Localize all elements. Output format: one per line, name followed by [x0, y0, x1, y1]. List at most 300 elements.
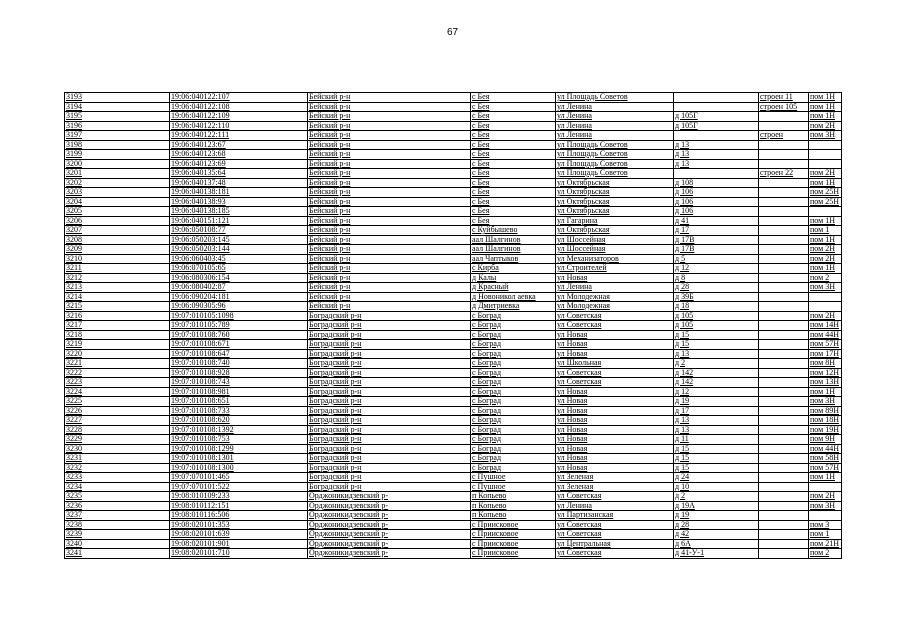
- table-row: [65, 311, 842, 321]
- street-cell: ул Ленина: [556, 121, 674, 131]
- district-cell: Боградский р-н: [308, 311, 471, 321]
- settlement-cell: д Новоникол аевка: [471, 292, 556, 302]
- house-cell: д 19: [674, 397, 759, 407]
- settlement-cell: с Боград: [471, 416, 556, 426]
- street-cell: ул Молодежная: [556, 302, 674, 312]
- cadastral-number-cell: 19:07:010105:1098: [170, 311, 308, 321]
- building-cell: [759, 340, 809, 350]
- table-row: [65, 378, 842, 388]
- premises-cell: пом 44Н: [809, 444, 842, 454]
- building-cell: строен 22: [759, 169, 809, 179]
- table-row: [65, 273, 842, 283]
- settlement-cell: с Бея: [471, 131, 556, 141]
- district-cell: Боградский р-н: [308, 378, 471, 388]
- district-cell: Бейский р-н: [308, 302, 471, 312]
- table-row: [65, 340, 842, 350]
- district-cell: Боградский р-н: [308, 406, 471, 416]
- street-cell: ул Ленина: [556, 102, 674, 112]
- row-number-cell: 3222: [65, 368, 170, 378]
- settlement-cell: с Боград: [471, 444, 556, 454]
- premises-cell: пом 1Н: [809, 387, 842, 397]
- street-cell: ул Партизанская: [556, 511, 674, 521]
- table-row: [65, 425, 842, 435]
- cadastral-number-cell: 19:08:020101:901: [170, 539, 308, 549]
- building-cell: [759, 416, 809, 426]
- street-cell: ул Советская: [556, 492, 674, 502]
- house-cell: д 13: [674, 349, 759, 359]
- table-row: [65, 520, 842, 530]
- district-cell: Бейский р-н: [308, 178, 471, 188]
- cadastral-number-cell: 19:06:040123:69: [170, 159, 308, 169]
- district-cell: Орджоникидзевский р-: [308, 520, 471, 530]
- street-cell: ул Октябрьская: [556, 197, 674, 207]
- house-cell: д 2: [674, 492, 759, 502]
- cadastral-number-cell: 19:06:040122:111: [170, 131, 308, 141]
- building-cell: строен 11: [759, 93, 809, 103]
- cadastral-number-cell: 19:07:070101:522: [170, 482, 308, 492]
- district-cell: Боградский р-н: [308, 416, 471, 426]
- settlement-cell: с Бея: [471, 169, 556, 179]
- settlement-cell: с Пушное: [471, 473, 556, 483]
- cadastral-number-cell: 19:07:010108:740: [170, 359, 308, 369]
- table-row: [65, 207, 842, 217]
- settlement-cell: с Боград: [471, 387, 556, 397]
- building-cell: строен 105: [759, 102, 809, 112]
- building-cell: [759, 378, 809, 388]
- settlement-cell: с Пушное: [471, 482, 556, 492]
- settlement-cell: с Бея: [471, 216, 556, 226]
- table-row: [65, 159, 842, 169]
- building-cell: [759, 444, 809, 454]
- cadastral-number-cell: 19:06:040123:67: [170, 140, 308, 150]
- row-number-cell: 3235: [65, 492, 170, 502]
- premises-cell: [809, 511, 842, 521]
- district-cell: Бейский р-н: [308, 112, 471, 122]
- street-cell: ул Советская: [556, 549, 674, 559]
- house-cell: д 17: [674, 406, 759, 416]
- building-cell: [759, 292, 809, 302]
- street-cell: ул Площадь Советов: [556, 159, 674, 169]
- premises-cell: [809, 482, 842, 492]
- row-number-cell: 3200: [65, 159, 170, 169]
- house-cell: д 8: [674, 273, 759, 283]
- settlement-cell: с Боград: [471, 359, 556, 369]
- premises-cell: пом 18Н: [809, 416, 842, 426]
- settlement-cell: д Калы: [471, 273, 556, 283]
- cadastral-number-cell: 19:06:090305:96: [170, 302, 308, 312]
- settlement-cell: с Куйбышево: [471, 226, 556, 236]
- district-cell: Бейский р-н: [308, 292, 471, 302]
- premises-cell: пом 1Н: [809, 102, 842, 112]
- settlement-cell: с Боград: [471, 454, 556, 464]
- building-cell: [759, 511, 809, 521]
- settlement-cell: с Боград: [471, 330, 556, 340]
- premises-cell: пом 25Н: [809, 197, 842, 207]
- cadastral-number-cell: 19:06:040123:68: [170, 150, 308, 160]
- table-row: [65, 406, 842, 416]
- row-number-cell: 3208: [65, 235, 170, 245]
- row-number-cell: 3211: [65, 264, 170, 274]
- street-cell: ул Советская: [556, 368, 674, 378]
- premises-cell: пом 1Н: [809, 264, 842, 274]
- row-number-cell: 3217: [65, 321, 170, 331]
- settlement-cell: с Бея: [471, 102, 556, 112]
- row-number-cell: 3196: [65, 121, 170, 131]
- cadastral-number-cell: 19:08:010112:151: [170, 501, 308, 511]
- cadastral-number-cell: 19:07:010108:1301: [170, 454, 308, 464]
- settlement-cell: с Боград: [471, 311, 556, 321]
- building-cell: [759, 254, 809, 264]
- house-cell: д 13: [674, 140, 759, 150]
- table-row: [65, 473, 842, 483]
- street-cell: ул Октябрьская: [556, 188, 674, 198]
- settlement-cell: с Приисковое: [471, 530, 556, 540]
- street-cell: ул Зеленая: [556, 482, 674, 492]
- row-number-cell: 3227: [65, 416, 170, 426]
- premises-cell: пом 1: [809, 226, 842, 236]
- building-cell: [759, 216, 809, 226]
- district-cell: Боградский р-н: [308, 454, 471, 464]
- district-cell: Бейский р-н: [308, 121, 471, 131]
- house-cell: д 13: [674, 150, 759, 160]
- premises-cell: пом 1Н: [809, 216, 842, 226]
- street-cell: ул Новая: [556, 340, 674, 350]
- cadastral-number-cell: 19:07:010108:928: [170, 368, 308, 378]
- street-cell: ул Советская: [556, 520, 674, 530]
- settlement-cell: с Боград: [471, 397, 556, 407]
- building-cell: строен: [759, 131, 809, 141]
- row-number-cell: 3241: [65, 549, 170, 559]
- district-cell: Боградский р-н: [308, 473, 471, 483]
- cadastral-number-cell: 19:07:010108:753: [170, 435, 308, 445]
- settlement-cell: аал Чаптыков: [471, 254, 556, 264]
- premises-cell: пом 13Н: [809, 378, 842, 388]
- cadastral-number-cell: 19:07:010105:789: [170, 321, 308, 331]
- table-row: [65, 368, 842, 378]
- premises-cell: [809, 302, 842, 312]
- cadastral-number-cell: 19:07:010108:1300: [170, 463, 308, 473]
- district-cell: Орджоникидзевский р-: [308, 501, 471, 511]
- building-cell: [759, 197, 809, 207]
- row-number-cell: 3206: [65, 216, 170, 226]
- street-cell: ул Новая: [556, 330, 674, 340]
- premises-cell: пом 25Н: [809, 188, 842, 198]
- table-row: [65, 397, 842, 407]
- settlement-cell: с Бея: [471, 188, 556, 198]
- premises-cell: пом 2Н: [809, 245, 842, 255]
- premises-cell: пом 2Н: [809, 121, 842, 131]
- house-cell: д 24: [674, 473, 759, 483]
- building-cell: [759, 264, 809, 274]
- settlement-cell: с Боград: [471, 349, 556, 359]
- premises-cell: пом 9Н: [809, 435, 842, 445]
- district-cell: Бейский р-н: [308, 131, 471, 141]
- premises-cell: [809, 292, 842, 302]
- row-number-cell: 3198: [65, 140, 170, 150]
- table-row: [65, 197, 842, 207]
- settlement-cell: д Красный: [471, 283, 556, 293]
- cadastral-number-cell: 19:07:010108:743: [170, 378, 308, 388]
- house-cell: д 12: [674, 387, 759, 397]
- row-number-cell: 3204: [65, 197, 170, 207]
- settlement-cell: с Боград: [471, 368, 556, 378]
- cadastral-number-cell: 19:07:010108:1392: [170, 425, 308, 435]
- building-cell: [759, 121, 809, 131]
- table-row: [65, 121, 842, 131]
- cadastral-number-cell: 19:07:010108:733: [170, 406, 308, 416]
- district-cell: Боградский р-н: [308, 397, 471, 407]
- premises-cell: пом 2: [809, 549, 842, 559]
- cadastral-number-cell: 19:06:050108:77: [170, 226, 308, 236]
- settlement-cell: с Боград: [471, 378, 556, 388]
- district-cell: Бейский р-н: [308, 226, 471, 236]
- house-cell: д 5: [674, 254, 759, 264]
- row-number-cell: 3202: [65, 178, 170, 188]
- table-row: [65, 226, 842, 236]
- premises-cell: [809, 150, 842, 160]
- house-cell: д 15: [674, 454, 759, 464]
- house-cell: [674, 93, 759, 103]
- cadastral-number-cell: 19:06:040138:93: [170, 197, 308, 207]
- table-row: [65, 435, 842, 445]
- cadastral-number-cell: 19:06:090204:181: [170, 292, 308, 302]
- row-number-cell: 3231: [65, 454, 170, 464]
- house-cell: д 42: [674, 530, 759, 540]
- table-row: [65, 283, 842, 293]
- house-cell: д 13: [674, 425, 759, 435]
- district-cell: Боградский р-н: [308, 321, 471, 331]
- cadastral-number-cell: 19:06:080402:87: [170, 283, 308, 293]
- street-cell: ул Ленина: [556, 131, 674, 141]
- premises-cell: пом 3Н: [809, 283, 842, 293]
- house-cell: [674, 102, 759, 112]
- house-cell: д 13: [674, 159, 759, 169]
- house-cell: д 106: [674, 188, 759, 198]
- settlement-cell: п Копьево: [471, 501, 556, 511]
- cadastral-number-cell: 19:06:080306:154: [170, 273, 308, 283]
- cadastral-number-cell: 19:06:040122:107: [170, 93, 308, 103]
- table-row: [65, 416, 842, 426]
- district-cell: Боградский р-н: [308, 349, 471, 359]
- house-cell: д 41: [674, 216, 759, 226]
- cadastral-number-cell: 19:06:040137:48: [170, 178, 308, 188]
- row-number-cell: 3240: [65, 539, 170, 549]
- cadastral-number-cell: 19:08:020101:710: [170, 549, 308, 559]
- street-cell: ул Октябрьская: [556, 178, 674, 188]
- cadastral-number-cell: 19:07:010108:671: [170, 340, 308, 350]
- row-number-cell: 3228: [65, 425, 170, 435]
- row-number-cell: 3193: [65, 93, 170, 103]
- premises-cell: пом 2Н: [809, 169, 842, 179]
- building-cell: [759, 273, 809, 283]
- cadastral-number-cell: 19:07:010108:651: [170, 397, 308, 407]
- building-cell: [759, 368, 809, 378]
- street-cell: ул Шоссейная: [556, 235, 674, 245]
- street-cell: ул Ленина: [556, 112, 674, 122]
- cadastral-number-cell: 19:06:040138:185: [170, 207, 308, 217]
- settlement-cell: п Копьево: [471, 511, 556, 521]
- cadastral-number-cell: 19:08:010109:233: [170, 492, 308, 502]
- premises-cell: пом 3: [809, 520, 842, 530]
- house-cell: д 41-У-1: [674, 549, 759, 559]
- table-row: [65, 140, 842, 150]
- table-row: [65, 482, 842, 492]
- street-cell: ул Новая: [556, 444, 674, 454]
- table-row: [65, 169, 842, 179]
- settlement-cell: с Боград: [471, 425, 556, 435]
- building-cell: [759, 245, 809, 255]
- table-row: [65, 530, 842, 540]
- street-cell: ул Новая: [556, 349, 674, 359]
- cadastral-number-cell: 19:07:010108:760: [170, 330, 308, 340]
- table-row: [65, 216, 842, 226]
- street-cell: ул Шоссейная: [556, 245, 674, 255]
- settlement-cell: с Приисковое: [471, 549, 556, 559]
- settlement-cell: аал Шалгинов: [471, 235, 556, 245]
- street-cell: ул Октябрьская: [556, 226, 674, 236]
- settlement-cell: с Бея: [471, 93, 556, 103]
- building-cell: [759, 330, 809, 340]
- row-number-cell: 3233: [65, 473, 170, 483]
- table-row: [65, 463, 842, 473]
- table-row: [65, 444, 842, 454]
- premises-cell: [809, 207, 842, 217]
- row-number-cell: 3239: [65, 530, 170, 540]
- street-cell: ул Новая: [556, 416, 674, 426]
- district-cell: Бейский р-н: [308, 207, 471, 217]
- row-number-cell: 3218: [65, 330, 170, 340]
- row-number-cell: 3210: [65, 254, 170, 264]
- street-cell: ул Советская: [556, 530, 674, 540]
- house-cell: д 2: [674, 359, 759, 369]
- street-cell: ул Новая: [556, 454, 674, 464]
- settlement-cell: д Дмитриевка: [471, 302, 556, 312]
- premises-cell: пом 1Н: [809, 473, 842, 483]
- premises-cell: пом 44Н: [809, 330, 842, 340]
- row-number-cell: 3230: [65, 444, 170, 454]
- house-cell: [674, 131, 759, 141]
- row-number-cell: 3213: [65, 283, 170, 293]
- table-row: [65, 359, 842, 369]
- street-cell: ул Советская: [556, 378, 674, 388]
- house-cell: д 11: [674, 435, 759, 445]
- district-cell: Бейский р-н: [308, 216, 471, 226]
- table-row: [65, 245, 842, 255]
- district-cell: Бейский р-н: [308, 197, 471, 207]
- cadastral-number-cell: 19:08:010116:506: [170, 511, 308, 521]
- premises-cell: пом 21Н: [809, 539, 842, 549]
- cadastral-number-cell: 19:06:070105:65: [170, 264, 308, 274]
- row-number-cell: 3223: [65, 378, 170, 388]
- row-number-cell: 3221: [65, 359, 170, 369]
- building-cell: [759, 140, 809, 150]
- house-cell: д 105: [674, 321, 759, 331]
- cadastral-number-cell: 19:08:020101:353: [170, 520, 308, 530]
- street-cell: ул Площадь Советов: [556, 93, 674, 103]
- building-cell: [759, 112, 809, 122]
- street-cell: ул Новая: [556, 435, 674, 445]
- table-row: [65, 150, 842, 160]
- row-number-cell: 3197: [65, 131, 170, 141]
- cadastral-number-cell: 19:07:010108:1299: [170, 444, 308, 454]
- building-cell: [759, 349, 809, 359]
- premises-cell: пом 2Н: [809, 254, 842, 264]
- building-cell: [759, 226, 809, 236]
- premises-cell: пом 1Н: [809, 112, 842, 122]
- district-cell: Боградский р-н: [308, 330, 471, 340]
- settlement-cell: с Приисковое: [471, 539, 556, 549]
- building-cell: [759, 549, 809, 559]
- district-cell: Орджоникидзевский р-: [308, 530, 471, 540]
- district-cell: Орджоникидзевский р-: [308, 549, 471, 559]
- street-cell: ул Советская: [556, 321, 674, 331]
- table-row: [65, 188, 842, 198]
- row-number-cell: 3229: [65, 435, 170, 445]
- house-cell: д 19А: [674, 501, 759, 511]
- table-row: [65, 321, 842, 331]
- house-cell: д 13: [674, 416, 759, 426]
- district-cell: Боградский р-н: [308, 482, 471, 492]
- settlement-cell: с Бея: [471, 140, 556, 150]
- building-cell: [759, 302, 809, 312]
- row-number-cell: 3224: [65, 387, 170, 397]
- building-cell: [759, 359, 809, 369]
- building-cell: [759, 425, 809, 435]
- cadastral-number-cell: 19:06:060403:45: [170, 254, 308, 264]
- building-cell: [759, 397, 809, 407]
- district-cell: Боградский р-н: [308, 425, 471, 435]
- table-row: [65, 235, 842, 245]
- house-cell: д 15: [674, 330, 759, 340]
- premises-cell: пом 3Н: [809, 131, 842, 141]
- building-cell: [759, 435, 809, 445]
- premises-cell: [809, 140, 842, 150]
- row-number-cell: 3225: [65, 397, 170, 407]
- building-cell: [759, 454, 809, 464]
- house-cell: д 15: [674, 463, 759, 473]
- building-cell: [759, 473, 809, 483]
- building-cell: [759, 235, 809, 245]
- row-number-cell: 3226: [65, 406, 170, 416]
- row-number-cell: 3203: [65, 188, 170, 198]
- street-cell: ул Ленина: [556, 501, 674, 511]
- district-cell: Бейский р-н: [308, 93, 471, 103]
- premises-cell: пом 1Н: [809, 178, 842, 188]
- table-row: [65, 511, 842, 521]
- district-cell: Бейский р-н: [308, 245, 471, 255]
- house-cell: д 108: [674, 178, 759, 188]
- table-row: [65, 178, 842, 188]
- table-row: [65, 349, 842, 359]
- cadastral-number-cell: 19:06:040122:110: [170, 121, 308, 131]
- street-cell: ул Центральная: [556, 539, 674, 549]
- district-cell: Орджоникидзевский р-: [308, 492, 471, 502]
- table-row: [65, 254, 842, 264]
- street-cell: ул Площадь Советов: [556, 150, 674, 160]
- settlement-cell: с Кирба: [471, 264, 556, 274]
- cadastral-number-cell: 19:07:070101:465: [170, 473, 308, 483]
- street-cell: ул Советская: [556, 311, 674, 321]
- street-cell: ул Новая: [556, 406, 674, 416]
- cadastral-number-cell: 19:08:020101:639: [170, 530, 308, 540]
- premises-cell: пом 57Н: [809, 463, 842, 473]
- table-row: [65, 549, 842, 559]
- premises-cell: пом 17Н: [809, 349, 842, 359]
- house-cell: д 106: [674, 207, 759, 217]
- row-number-cell: 3237: [65, 511, 170, 521]
- street-cell: ул Школьная: [556, 359, 674, 369]
- building-cell: [759, 482, 809, 492]
